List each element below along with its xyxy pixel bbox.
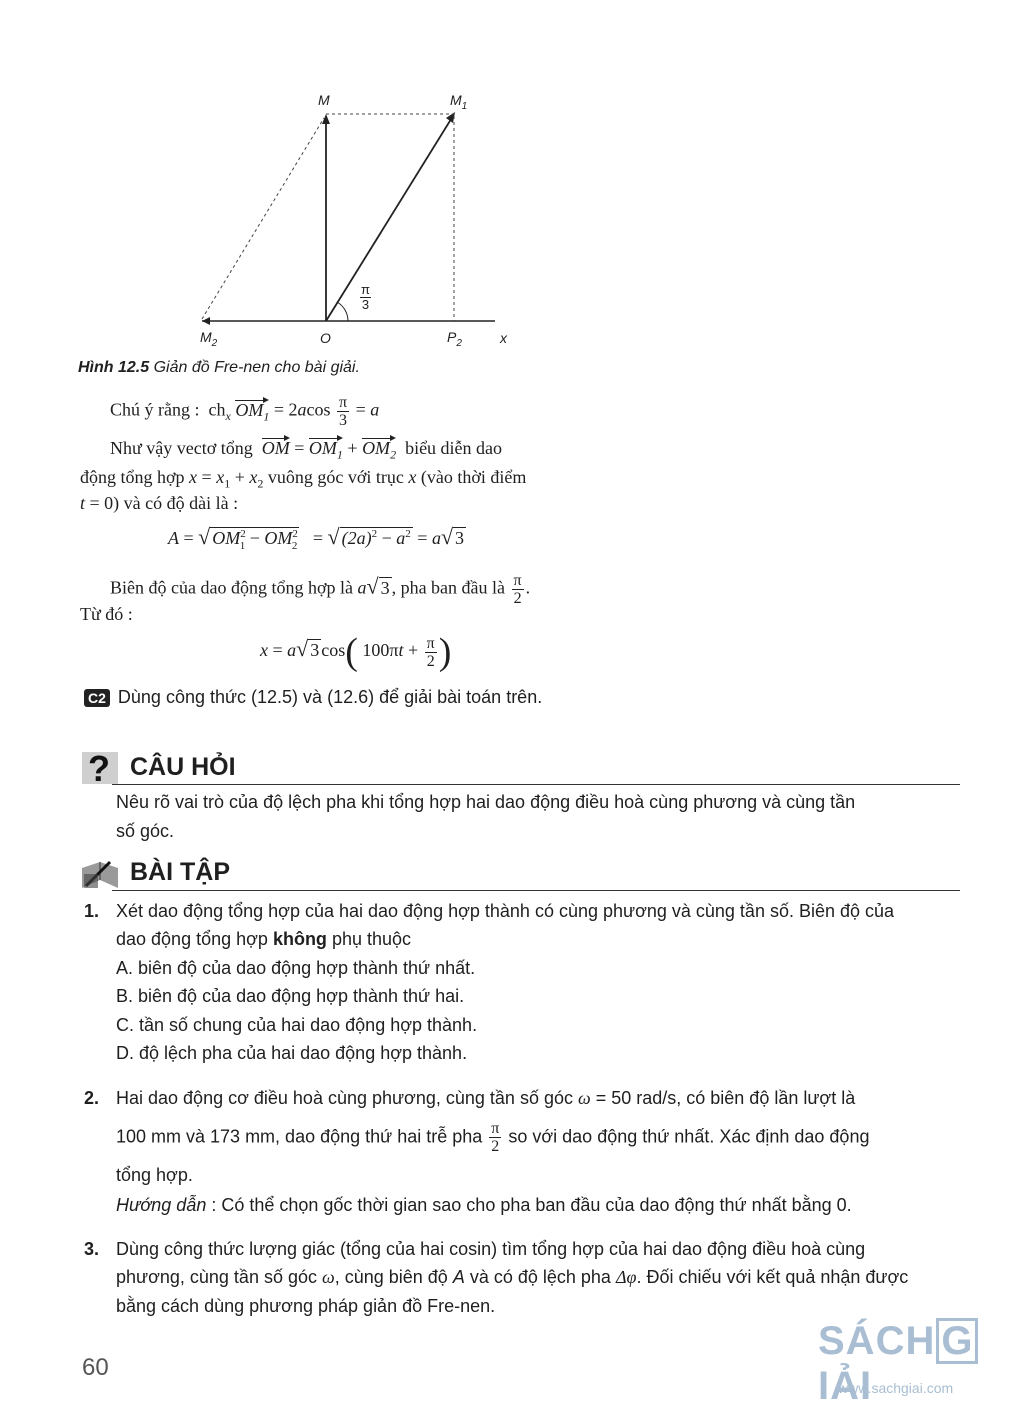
exercise-1-option-a: A. biên độ của dao động hợp thành thứ nhất.	[116, 958, 476, 978]
label-p2: $P_2$	[447, 329, 462, 349]
exercise-3-line-3: bằng cách dùng phương pháp giản đồ Fre-nen.	[116, 1296, 496, 1316]
vector-sum-line: Như vậy vectơ tổng OM = $OM_1 + OM_2$ biểu diễn dao	[110, 438, 503, 462]
exercise-1-option-b: B. biên độ của dao động hợp thành thứ hai.	[116, 986, 465, 1006]
exercise-2-line-2: 100 mm và 173 mm, dao động thứ hai trễ pha $\frac{\pi}{2}$ so với dao động thứ nhất. Xác định dao động	[116, 1120, 870, 1155]
exercise-1-line-2: dao động tổng hợp không phụ thuộc	[116, 929, 412, 949]
watermark-logo: SÁCH GIẢI	[818, 1318, 1024, 1409]
exercise-1-number: 1.	[84, 901, 100, 921]
label-m: M	[318, 92, 330, 108]
vector-sum-line-3: t = 0) và có độ dài là :	[80, 493, 239, 513]
question-mark-icon	[80, 748, 120, 786]
label-angle: π 3	[361, 282, 370, 312]
label-m2: $M_2$	[200, 329, 218, 349]
question-line-1: Nêu rõ vai trò của độ lệch pha khi tổng hợp hai dao động điều hoà cùng phương và cùng tần	[116, 792, 856, 812]
label-o: O	[320, 330, 331, 346]
dashed-m2-m	[202, 118, 324, 319]
therefore-text: Từ đó :	[80, 604, 133, 624]
label-m1: $M_1$	[450, 92, 468, 112]
vector-om-arrow	[322, 114, 330, 124]
exercise-3-number: 3.	[84, 1239, 100, 1259]
phase-line: Biên độ của dao động tổng hợp là a√ 3 , pha ban đầu là $\frac{\pi}{2}$ .	[110, 572, 531, 607]
exercise-1-option-d: D. độ lệch pha của hai dao động hợp thành.	[116, 1043, 468, 1063]
final-formula: x = a√ 3 cos( 100πt + $\frac{\pi}{2}$ )	[260, 631, 452, 673]
vector-sum-line-2: động tổng hợp $x = x_1 + x_2$ vuông góc với trục x (vào thời điểm	[80, 467, 527, 491]
book-pencil-icon	[80, 858, 120, 892]
exercises-heading: BÀI TẬP	[130, 858, 230, 886]
exercise-1-option-c: C. tần số chung của hai dao động hợp thành.	[116, 1015, 478, 1035]
note-line: Chú ý rằng : $ch_x$ $OM_1 = 2acos$ $\frac{\pi}{3}$ = a	[110, 394, 380, 429]
page-number: 60	[82, 1354, 109, 1381]
exercise-3-line-1: Dùng công thức lượng giác (tổng của hai cosin) tìm tổng hợp của hai dao động điều hoà cùng	[116, 1239, 866, 1259]
watermark-url: www.sachgiai.com	[838, 1380, 954, 1396]
angle-arc	[337, 302, 348, 321]
exercise-2-number: 2.	[84, 1088, 100, 1108]
question-line-2: số góc.	[116, 821, 175, 841]
exercise-2-line-1: Hai dao động cơ điều hoà cùng phương, cùng tần số góc ω = 50 rad/s, có biên độ lần lượt là	[116, 1088, 856, 1108]
vector-om1	[326, 116, 453, 321]
x-axis-arrow	[202, 317, 210, 325]
figure-caption: Hình 12.5 Giản đồ Fre-nen cho bài giải.	[78, 359, 360, 376]
questions-heading: CÂU HỎI	[130, 753, 236, 781]
label-x: x	[500, 330, 507, 346]
c2-badge: C2	[84, 689, 110, 707]
c2-activity	[84, 687, 542, 708]
exercise-2-line-3: tổng hợp.	[116, 1165, 193, 1185]
questions-rule	[112, 784, 960, 785]
exercise-1-line-1: Xét dao động tổng hợp của hai dao động hợp thành có cùng phương và cùng tần số. Biên độ của	[116, 901, 895, 921]
c2-text: Dùng công thức (12.5) và (12.6) để giải bài toán trên.	[117, 687, 543, 707]
exercise-3-line-2: phương, cùng tần số góc ω, cùng biên độ A và có độ lệch pha Δφ. Đối chiếu với kết quả nhận được	[116, 1267, 909, 1287]
svg-text:?: ?	[88, 748, 110, 786]
amplitude-formula: A = √ $OM^2_1 - OM^2_2$ = √ $(2a)^2 - a^2 = a√$ 3	[168, 524, 465, 552]
exercises-rule	[112, 890, 960, 891]
exercise-2-hint: Hướng dẫn : Có thể chọn gốc thời gian sao cho pha ban đầu của dao động thứ nhất bằng 0.	[116, 1195, 852, 1215]
